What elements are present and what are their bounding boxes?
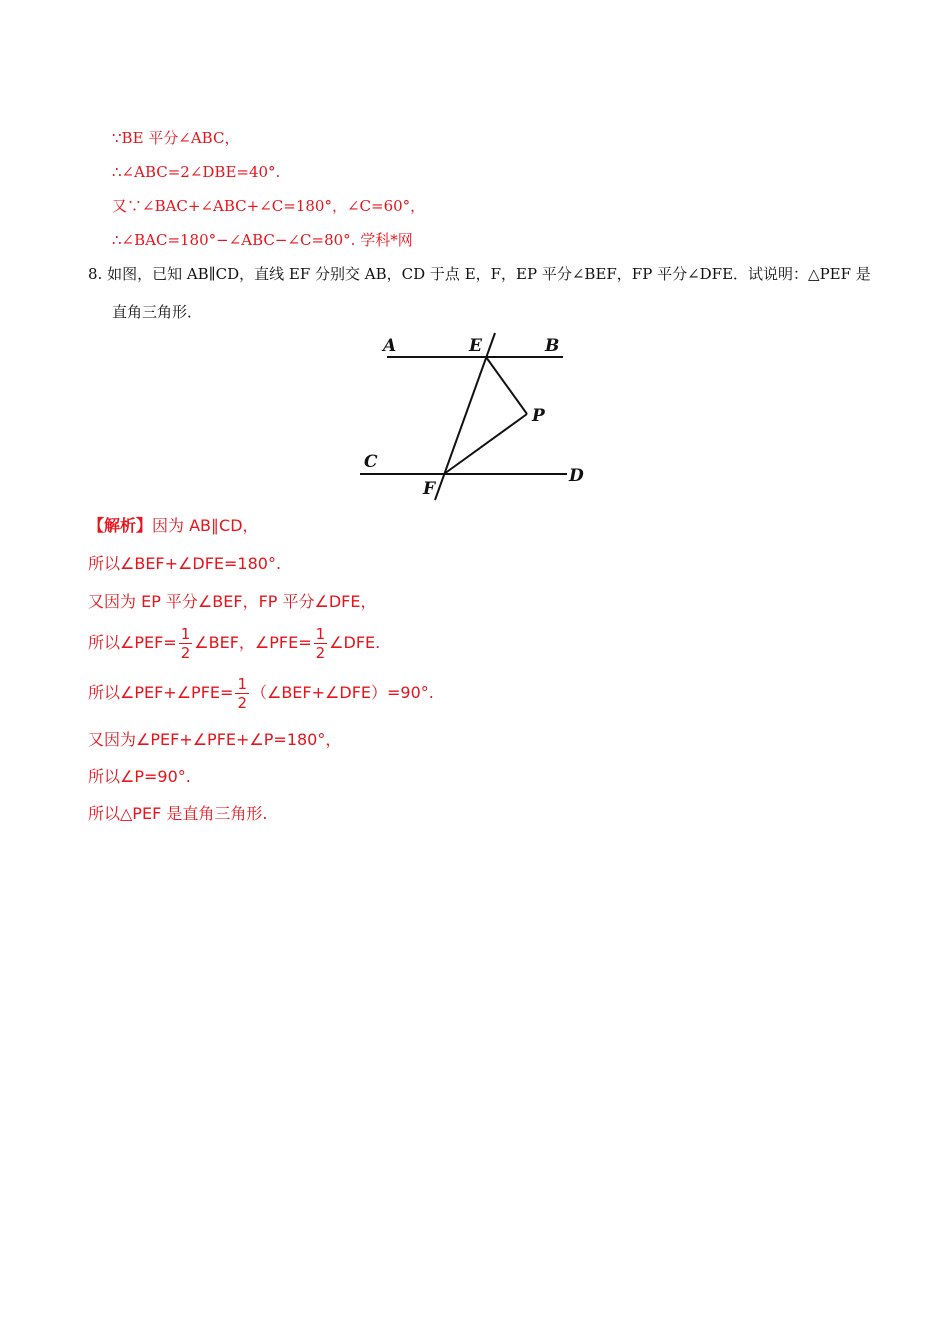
label-d: D [569,466,584,486]
label-f: F [423,479,436,499]
fraction-denominator: 2 [180,644,191,662]
solution-line-4-a: 所以∠PEF= [88,633,177,652]
fraction-numerator: 1 [237,675,247,693]
question-line-2: 直角三角形． [112,303,203,321]
solution-line-1-text: 因为 AB∥CD， [152,516,259,535]
solution-line-4-c: ∠DFE. [329,633,381,652]
label-e: E [469,336,482,356]
geometry-figure [355,330,595,502]
solution-line-6: 又因为∠PEF+∠PFE+∠P=180°， [88,730,342,749]
fraction-half [314,625,328,662]
fraction-half [179,625,193,662]
label-b: B [545,336,560,356]
prev-line-3: 又∵∠BAC+∠ABC+∠C=180°，∠C=60°， [112,197,426,215]
label-p: P [532,406,545,426]
label-a: A [383,336,397,356]
fraction-numerator: 1 [180,625,191,643]
solution-line-5 [88,673,434,713]
prev-line-1: ∵BE 平分∠ABC， [112,129,240,147]
fraction-half [235,675,249,712]
solution-line-7: 所以∠P=90°. [88,767,191,786]
solution-line-3: 又因为 EP 平分∠BEF，FP 平分∠DFE， [88,592,377,611]
solution-line-2: 所以∠BEF+∠DFE=180°. [88,554,282,573]
question-line-1: 8. 如图，已知 AB∥CD，直线 EF 分别交 AB，CD 于点 E，F，EP 平分∠BEF，FP 平分∠DFE．试说明：△PEF 是 [88,265,871,283]
fraction-denominator: 2 [237,694,247,712]
segment-fp [444,414,527,474]
prev-line-2: ∴∠ABC=2∠DBE=40°. [112,163,281,181]
prev-line-4: ∴∠BAC=180°−∠ABC−∠C=80°. 学科*网 [112,231,413,249]
segment-ep [486,357,527,414]
solution-line-4-b: ∠BEF，∠PFE= [194,633,312,652]
solution-line-5-b: （∠BEF+∠DFE）=90°. [250,683,434,702]
fraction-denominator: 2 [315,644,326,662]
solution-tag: 【解析】 [88,516,153,535]
solution-line-5-a: 所以∠PEF+∠PFE= [88,683,234,702]
label-c: C [364,452,378,472]
solution-line-1 [88,516,259,536]
solution-line-8: 所以△PEF 是直角三角形. [88,804,268,823]
solution-line-4 [88,623,380,663]
fraction-numerator: 1 [315,625,326,643]
